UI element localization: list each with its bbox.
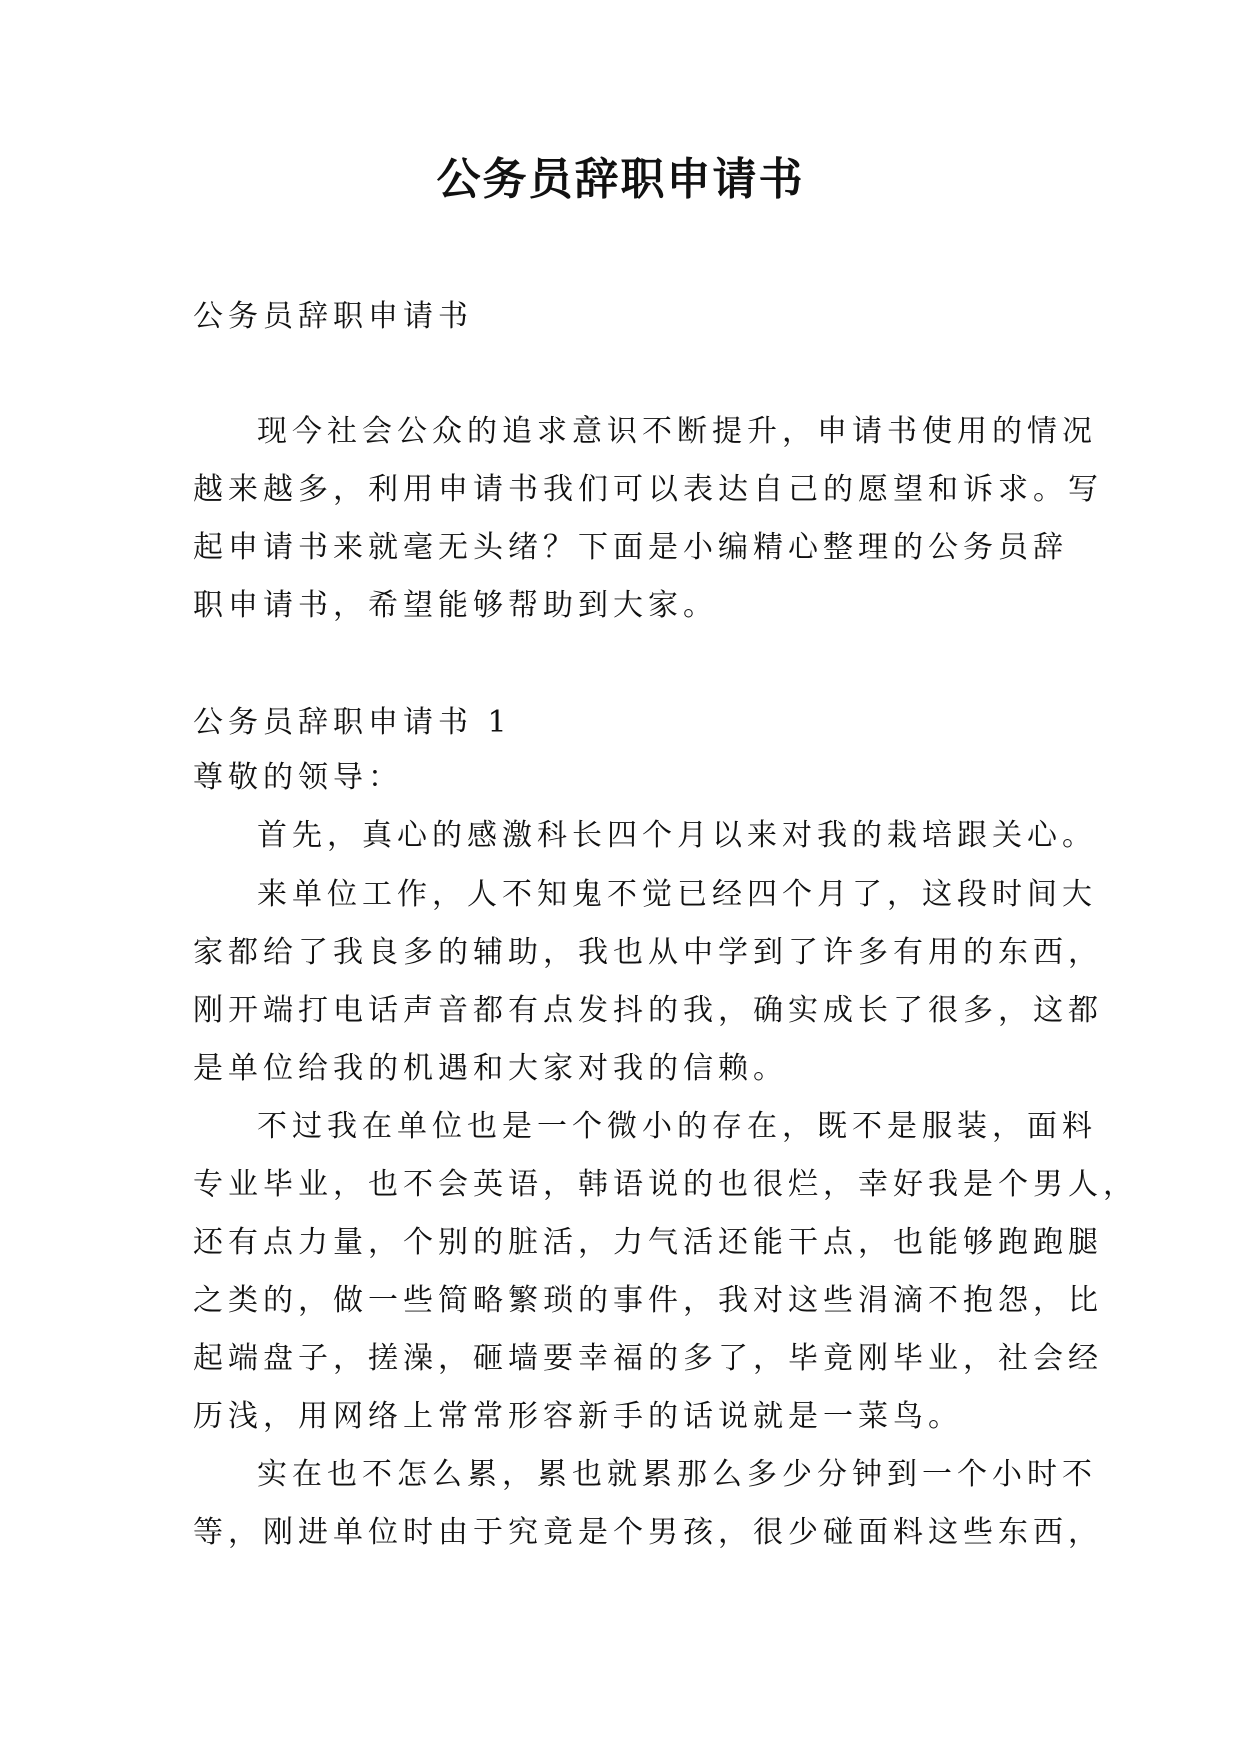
body-line: 来单位工作，人不知鬼不觉已经四个月了，这段时间大: [257, 877, 1097, 912]
body-line: 是单位给我的机遇和大家对我的信赖。: [193, 1051, 788, 1086]
body-line: 之类的，做一些简略繁琐的事件，我对这些涓滴不抱怨，比: [193, 1283, 1103, 1318]
body-line: 刚开端打电话声音都有点发抖的我，确实成长了很多，这都: [193, 993, 1103, 1028]
body-line: 不过我在单位也是一个微小的存在，既不是服装，面料: [257, 1109, 1097, 1144]
body-line: 起端盘子，搓澡，砸墙要幸福的多了，毕竟刚毕业，社会经: [193, 1341, 1103, 1376]
intro-line: 越来越多，利用申请书我们可以表达自己的愿望和诉求。写: [193, 472, 1103, 507]
body-line: 还有点力量，个别的脏活，力气活还能干点，也能够跑跑腿: [193, 1225, 1103, 1260]
section-heading: 公务员辞职申请书 1: [193, 705, 512, 740]
body-line: 历浅，用网络上常常形容新手的话说就是一菜鸟。: [193, 1399, 963, 1434]
body-line: 专业毕业，也不会英语，韩语说的也很烂，幸好我是个男人，: [193, 1167, 1138, 1202]
body-line: 家都给了我良多的辅助，我也从中学到了许多有用的东西，: [193, 935, 1103, 970]
body-line: 首先，真心的感激科长四个月以来对我的栽培跟关心。: [257, 818, 1097, 853]
intro-line: 起申请书来就毫无头绪？下面是小编精心整理的公务员辞: [193, 530, 1068, 565]
document-title: 公务员辞职申请书: [436, 154, 805, 205]
intro-line: 职申请书，希望能够帮助到大家。: [193, 588, 718, 623]
document-subtitle: 公务员辞职申请书: [193, 299, 473, 334]
intro-line: 现今社会公众的追求意识不断提升，申请书使用的情况: [257, 414, 1097, 449]
body-line: 等，刚进单位时由于究竟是个男孩，很少碰面料这些东西，: [193, 1515, 1103, 1550]
salutation: 尊敬的领导：: [193, 760, 403, 795]
body-line: 实在也不怎么累，累也就累那么多少分钟到一个小时不: [257, 1457, 1097, 1492]
